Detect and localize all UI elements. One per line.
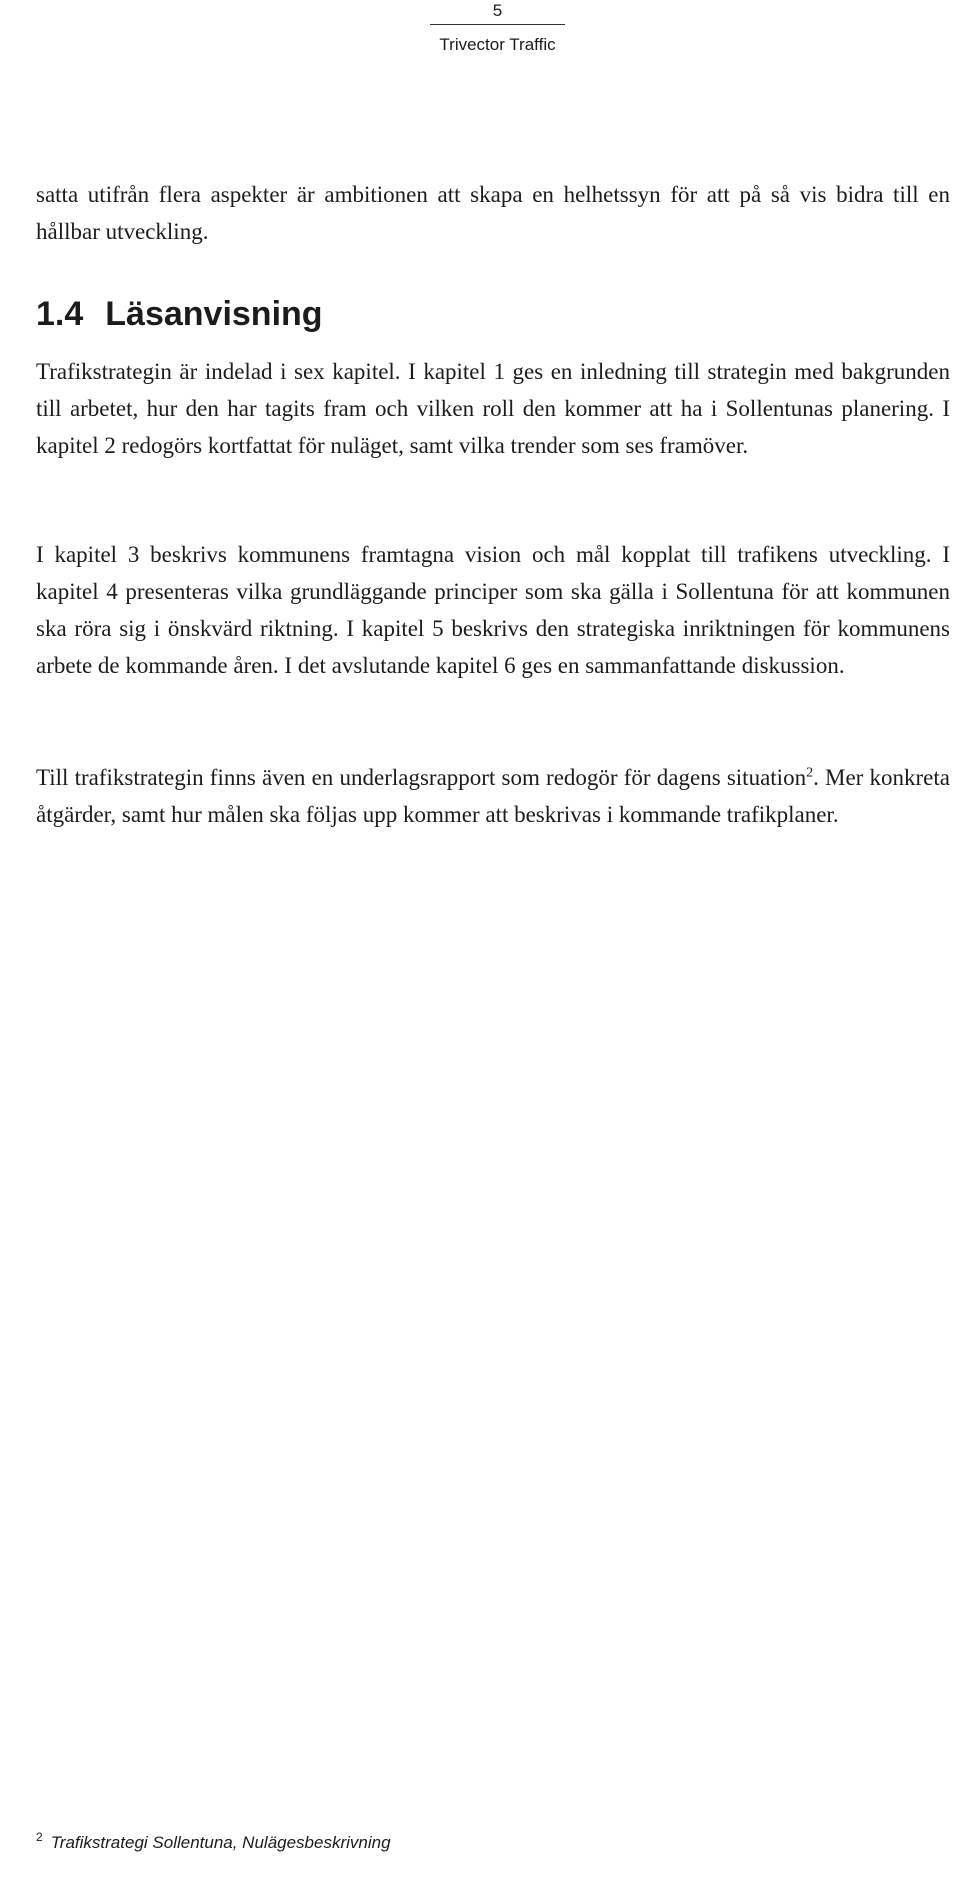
footnote-mark: 2 xyxy=(36,1830,43,1845)
section-number: 1.4 xyxy=(36,295,84,333)
paragraph-2-text: I kapitel 3 beskrivs kommunens framtagna vision och mål kopplat till trafikens utveckling. I kapitel 4 presenteras vilka grundläggande principer som ska gälla i Sollentuna för att kommunen ska röra sig i önskvärd riktning. I kapitel 5 beskrivs den strategiska inriktningen för kommunens arbete de kommande åren. I det avslutande kapitel 6 ges en sammanfattande diskussion. xyxy=(36,542,950,678)
paragraph-3 xyxy=(36,759,950,833)
paragraph-3-after-ref: . Mer konkreta åtgärder, samt hur målen ska följas upp kommer att beskrivas i kommande trafikplaner. xyxy=(36,765,950,827)
footnote-reference[interactable]: 2 xyxy=(806,765,814,781)
section-heading xyxy=(36,294,323,334)
intro-paragraph xyxy=(36,176,950,250)
page-number: 5 xyxy=(492,1,503,20)
paragraph-1 xyxy=(36,353,950,464)
paragraph-2 xyxy=(36,536,950,684)
paragraph-1-text: Trafikstrategin är indelad i sex kapitel. I kapitel 1 ges en inledning till strategin med bakgrunden till arbetet, hur den har tagits fram och vilken roll den kommer att ha i Sollentunas planering. I kapitel 2 redogörs kortfattat för nuläget, samt vilka trender som ses framöver. xyxy=(36,359,950,458)
section-title: Läsanvisning xyxy=(105,295,323,333)
footnote-text: Trafikstrategi Sollentuna, Nulägesbeskrivning xyxy=(50,1833,391,1852)
footnote xyxy=(36,1832,391,1854)
page-header xyxy=(420,0,575,57)
header-rule xyxy=(430,24,565,25)
intro-text: satta utifrån flera aspekter är ambitionen att skapa en helhetssyn för att på så vis bidra till en hållbar utveckling. xyxy=(36,182,950,244)
paragraph-3-before-ref: Till trafikstrategin finns även en underlagsrapport som redogör för dagens situation xyxy=(36,765,807,790)
paragraph-3-text xyxy=(36,759,950,833)
header-company: Trivector Traffic xyxy=(439,35,556,54)
